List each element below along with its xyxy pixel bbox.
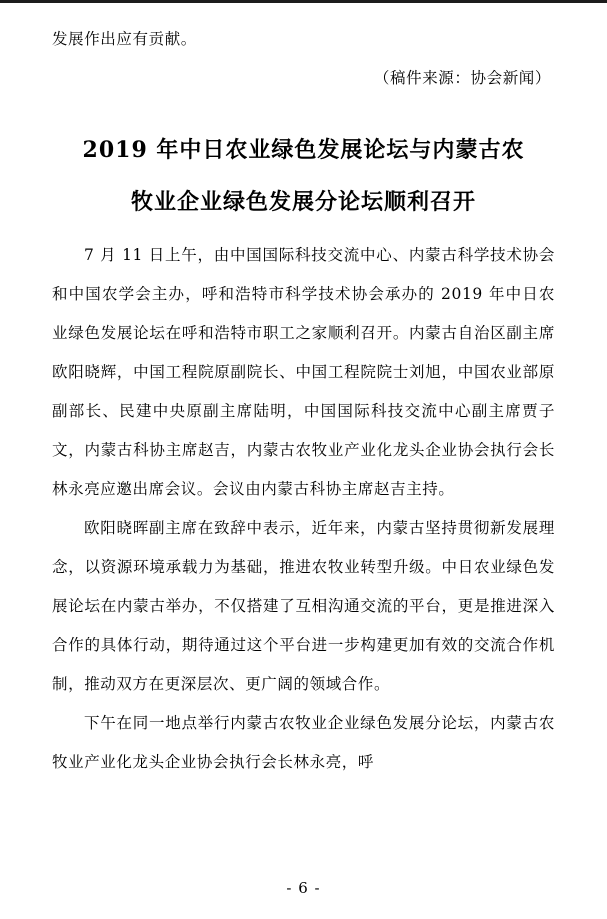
body-paragraph-2: 欧阳晓晖副主席在致辞中表示，近年来，内蒙古坚持贯彻新发展理念，以资源环境承载力为基础，推进农牧业转型升级。中日农业绿色发展论坛在内蒙古举办，不仅搭建了互相沟通交流的平台，更是推进深入合作的具体行动，期待通过这个平台进一步构建更加有效的交流合作机制，推动双方在更深层次、更广阔的领域合作。 <box>52 519 555 693</box>
page-top-rule <box>0 0 607 3</box>
continuation-paragraph: 发展作出应有贡献。 <box>52 30 197 48</box>
page-number: - 6 - <box>286 879 321 897</box>
body-paragraph-3: 下午在同一地点举行内蒙古农牧业企业绿色发展分论坛，内蒙古农牧业产业化龙头企业协会执行会长林永亮，呼 <box>52 714 555 771</box>
body-paragraph-1: 7 月 11 日上午，由中国国际科技交流中心、内蒙古科学技术协会和中国农学会主办，呼和浩特市科学技术协会承办的 2019 年中日农业绿色发展论坛在呼和浩特市职工之家顺利召开。内蒙古自治区副主席欧阳晓辉，中国工程院原副院长、中国工程院院士刘旭，中国农业部原副部长、民建中央原副主席陆明，中国国际科技交流中心副主席贾子文，内蒙古科协主席赵吉，内蒙古农牧业产业化龙头企业协会执行会长林永亮应邀出席会议。会议由内蒙古科协主席赵吉主持。 <box>52 246 555 498</box>
source-note: （稿件来源：协会新闻） <box>373 69 551 87</box>
page-title-line-2: 牧业企业绿色发展分论坛顺利召开 <box>130 189 476 215</box>
page-title-line-1: 2019 年中日农业绿色发展论坛与内蒙古农 <box>82 137 525 163</box>
page-title <box>52 124 555 228</box>
